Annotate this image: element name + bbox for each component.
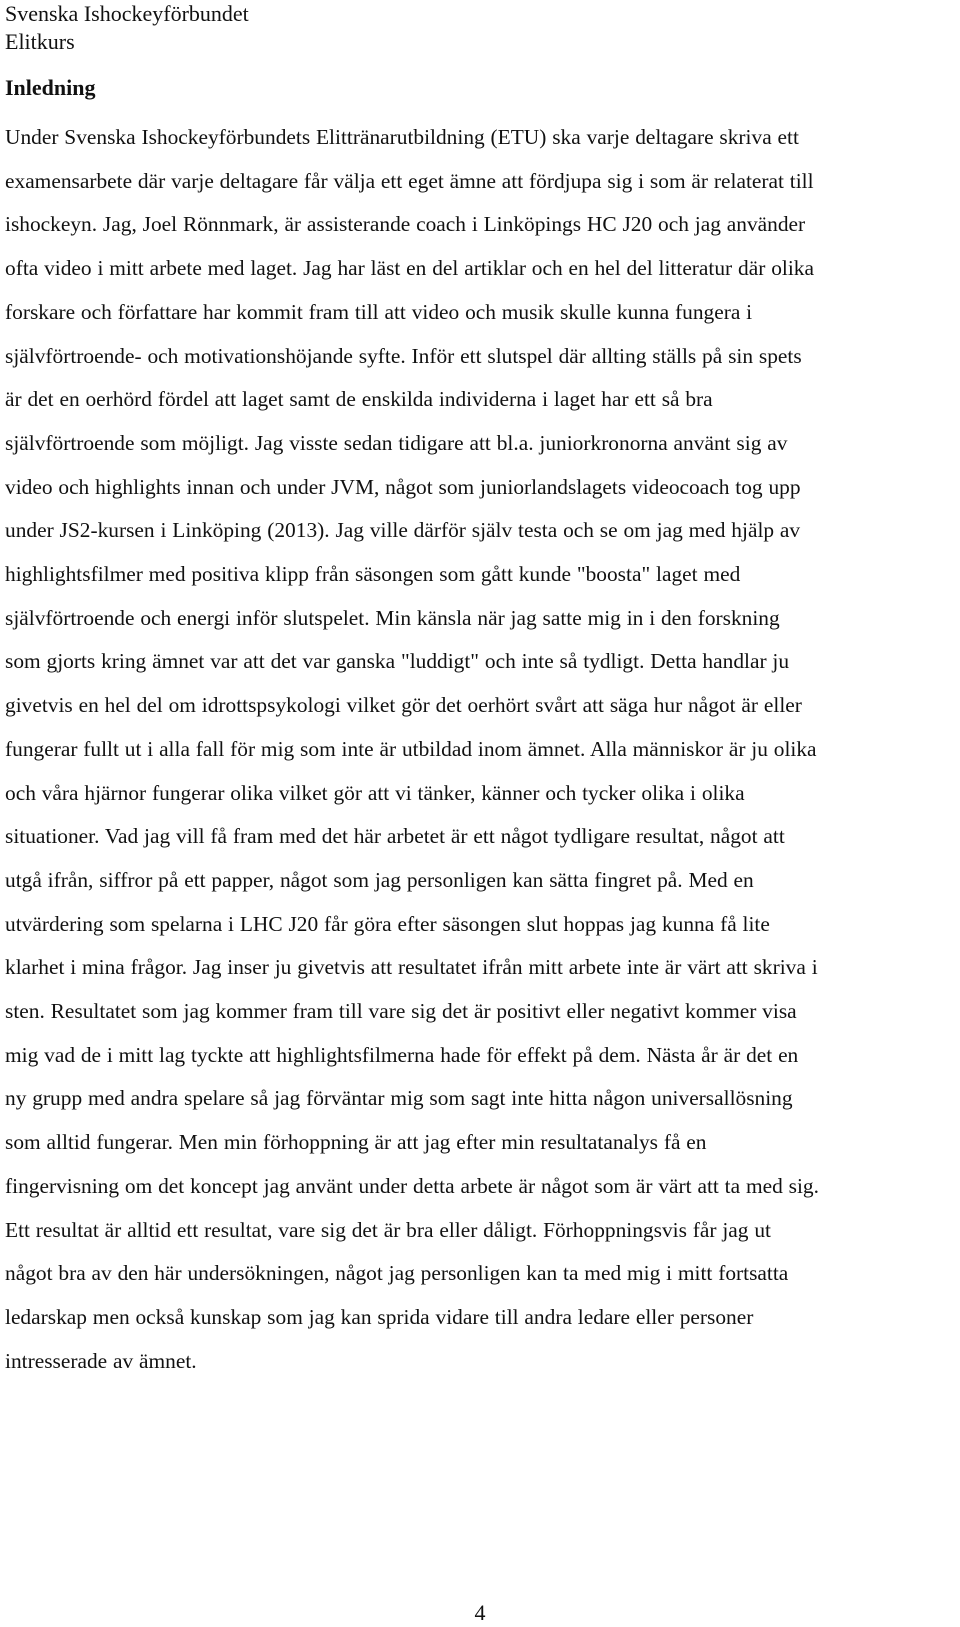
paragraph-line: ishockeyn. Jag, Joel Rönnmark, är assisterande coach i Linköpings HC J20 och jag använder <box>5 212 806 237</box>
document-header <box>5 0 249 56</box>
paragraph-line: något bra av den här undersökningen, något jag personligen kan ta med mig i mitt fortsatta <box>5 1261 789 1286</box>
paragraph-line: intresserade av ämnet. <box>5 1348 197 1373</box>
paragraph-line: Under Svenska Ishockeyförbundets Elittränarutbildning (ETU) ska varje deltagare skriva ett <box>5 125 799 149</box>
paragraph-line: givetvis en hel del om idrottspsykologi vilket gör det oerhört svårt att säga hur något är eller <box>5 693 802 718</box>
paragraph-line: utgå ifrån, siffror på ett papper, något som jag personligen kan sätta fingret på. Med en <box>5 867 754 892</box>
paragraph-line: som alltid fungerar. Men min förhoppning är att jag efter min resultatanalys få en <box>5 1130 707 1155</box>
paragraph-line: mig vad de i mitt lag tyckte att highlightsfilmerna hade för effekt på dem. Nästa år är det en <box>5 1042 799 1067</box>
course-name: Elitkurs <box>5 29 75 54</box>
paragraph-line: ofta video i mitt arbete med laget. Jag har läst en del artiklar och en hel del litteratur där olika <box>5 256 814 281</box>
paragraph-line: självförtroende som möjligt. Jag visste sedan tidigare att bl.a. juniorkronorna använt sig av <box>5 430 788 455</box>
paragraph-line: självförtroende- och motivationshöjande syfte. Inför ett slutspel där allting ställs på sin spets <box>5 343 802 368</box>
body-paragraph <box>5 116 960 1383</box>
paragraph-line: självförtroende och energi inför slutspelet. Min känsla när jag satte mig in i den forskning <box>5 605 780 630</box>
paragraph-line: situationer. Vad jag vill få fram med det här arbetet är ett något tydligare resultat, något att <box>5 824 785 849</box>
paragraph-line: Ett resultat är alltid ett resultat, vare sig det är bra eller dåligt. Förhoppningsvis får jag ut <box>5 1217 771 1242</box>
organization-name: Svenska Ishockeyförbundet <box>5 1 249 26</box>
paragraph-line: under JS2-kursen i Linköping (2013). Jag ville därför själv testa och se om jag med hjälp av <box>5 518 801 543</box>
paragraph-line: fungerar fullt ut i alla fall för mig som inte är utbildad inom ämnet. Alla människor är ju olika <box>5 736 817 761</box>
paragraph-line: ledarskap men också kunskap som jag kan sprida vidare till andra ledare eller personer <box>5 1304 754 1329</box>
paragraph-line: highlightsfilmer med positiva klipp från säsongen som gått kunde "boosta" laget med <box>5 562 741 587</box>
paragraph-line: utvärdering som spelarna i LHC J20 får göra efter säsongen slut hoppas jag kunna få lite <box>5 911 770 936</box>
paragraph-line: ny grupp med andra spelare så jag förväntar mig som sagt inte hitta någon universallösning <box>5 1086 793 1111</box>
paragraph-line: examensarbete där varje deltagare får välja ett eget ämne att fördjupa sig i som är relaterat till <box>5 168 814 193</box>
paragraph-line: och våra hjärnor fungerar olika vilket gör att vi tänker, känner och tycker olika i olika <box>5 780 745 805</box>
paragraph-line: som gjorts kring ämnet var att det var ganska "luddigt" och inte så tydligt. Detta handlar ju <box>5 649 790 674</box>
section-heading: Inledning <box>5 75 96 100</box>
page-number: 4 <box>474 1600 486 1625</box>
paragraph-line: sten. Resultatet som jag kommer fram till vare sig det är positivt eller negativt kommer visa <box>5 999 797 1024</box>
paragraph-line: forskare och författare har kommit fram till att video och musik skulle kunna fungera i <box>5 299 753 324</box>
paragraph-line: klarhet i mina frågor. Jag inser ju givetvis att resultatet ifrån mitt arbete inte är värt att skriva i <box>5 955 818 980</box>
paragraph-line: fingervisning om det koncept jag använt under detta arbete är något som är värt att ta med sig. <box>5 1173 819 1198</box>
paragraph-line: video och highlights innan och under JVM, något som juniorlandslagets videocoach tog upp <box>5 474 801 499</box>
paragraph-line: är det en oerhörd fördel att laget samt de enskilda individerna i laget har ett så bra <box>5 387 713 412</box>
